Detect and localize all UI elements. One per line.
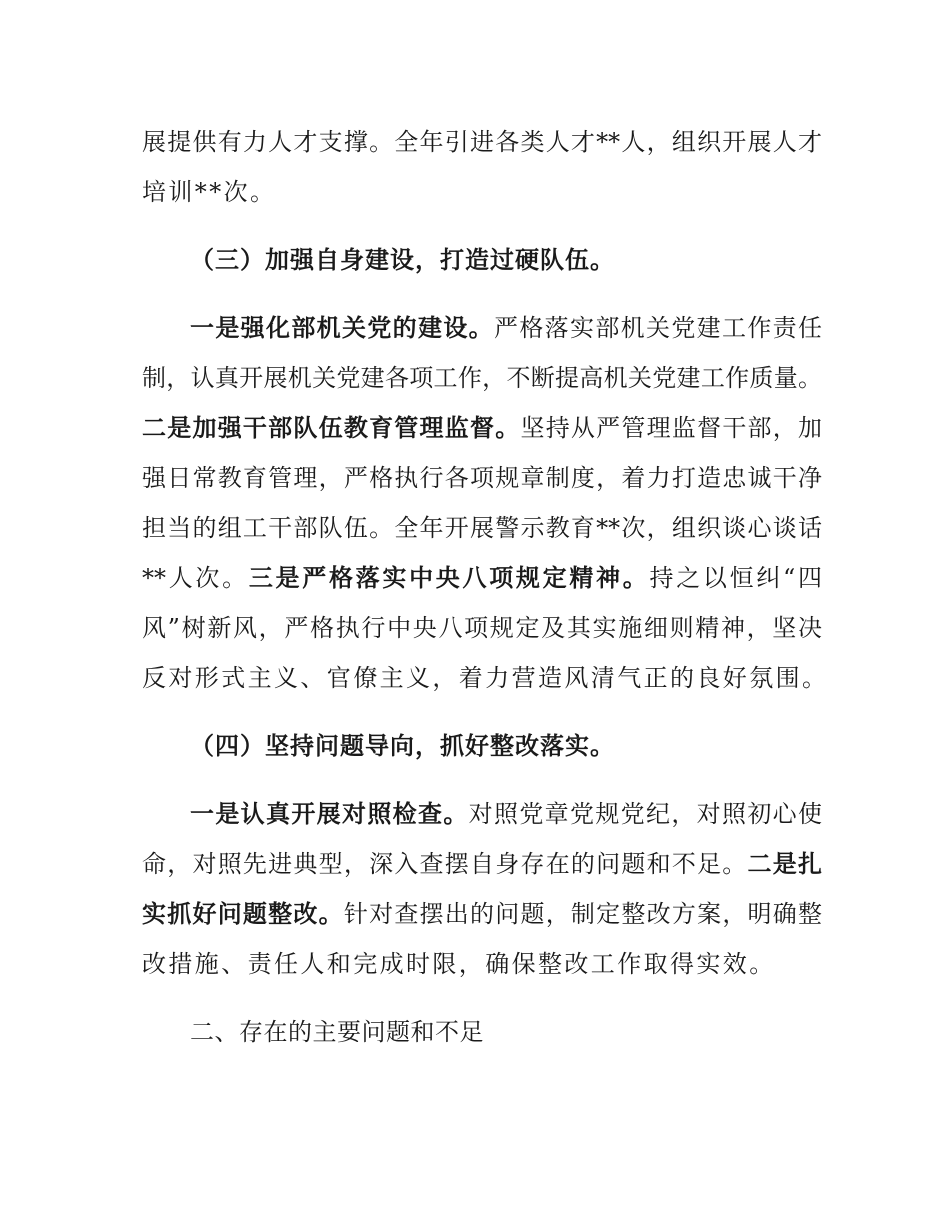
- paragraph-line: 二是加强干部队伍教育管理监督。坚持从严管理监督干部，加: [142, 414, 823, 442]
- paragraph-line: 制，认真开展机关党建各项工作，不断提高机关党建工作质量。: [142, 364, 822, 392]
- paragraph-line: 强日常教育管理，严格执行各项规章制度，着力打造忠诚干净: [142, 464, 822, 492]
- paragraph-line: 风”树新风，严格执行中央八项规定及其实施细则精神，坚决: [142, 614, 822, 642]
- paragraph-line: 反对形式主义、官僚主义，着力营造风清气正的良好氛围。: [142, 664, 829, 692]
- paragraph-line: 展提供有力人才支撑。全年引进各类人才**人，组织开展人才: [142, 128, 822, 156]
- bold-lead: 一是认真开展对照检查。: [190, 800, 469, 828]
- subsection-heading-3: （三）加强自身建设，打造过硬队伍。: [190, 246, 615, 274]
- paragraph-line: 培训**次。: [142, 178, 277, 206]
- bold-lead: 一是强化部机关党的建设。: [190, 314, 494, 342]
- paragraph-line: 一是认真开展对照检查。对照党章党规党纪，对照初心使: [190, 800, 823, 828]
- bold-lead: 实抓好问题整改。: [142, 900, 344, 928]
- bold-lead: 三是严格落实中央八项规定精神。: [248, 564, 650, 592]
- section-heading-2: 二、存在的主要问题和不足: [190, 1018, 484, 1046]
- paragraph-line: 改措施、责任人和完成时限，确保整改工作取得实效。: [142, 950, 776, 978]
- paragraph-line: 命，对照先进典型，深入查摆自身存在的问题和不足。二是扎: [142, 850, 823, 878]
- bold-lead: 二是加强干部队伍教育管理监督。: [142, 414, 521, 442]
- subsection-heading-4: （四）坚持问题导向，抓好整改落实。: [190, 732, 615, 760]
- paragraph-line: 担当的组工干部队伍。全年开展警示教育**次，组织谈心谈话: [142, 514, 822, 542]
- bold-lead: 二是扎: [747, 850, 823, 878]
- paragraph-line: 实抓好问题整改。针对查摆出的问题，制定整改方案，明确整: [142, 900, 823, 928]
- paragraph-line: 一是强化部机关党的建设。严格落实部机关党建工作责任: [190, 314, 822, 342]
- paragraph-line: **人次。三是严格落实中央八项规定精神。持之以恒纠“四: [142, 564, 823, 592]
